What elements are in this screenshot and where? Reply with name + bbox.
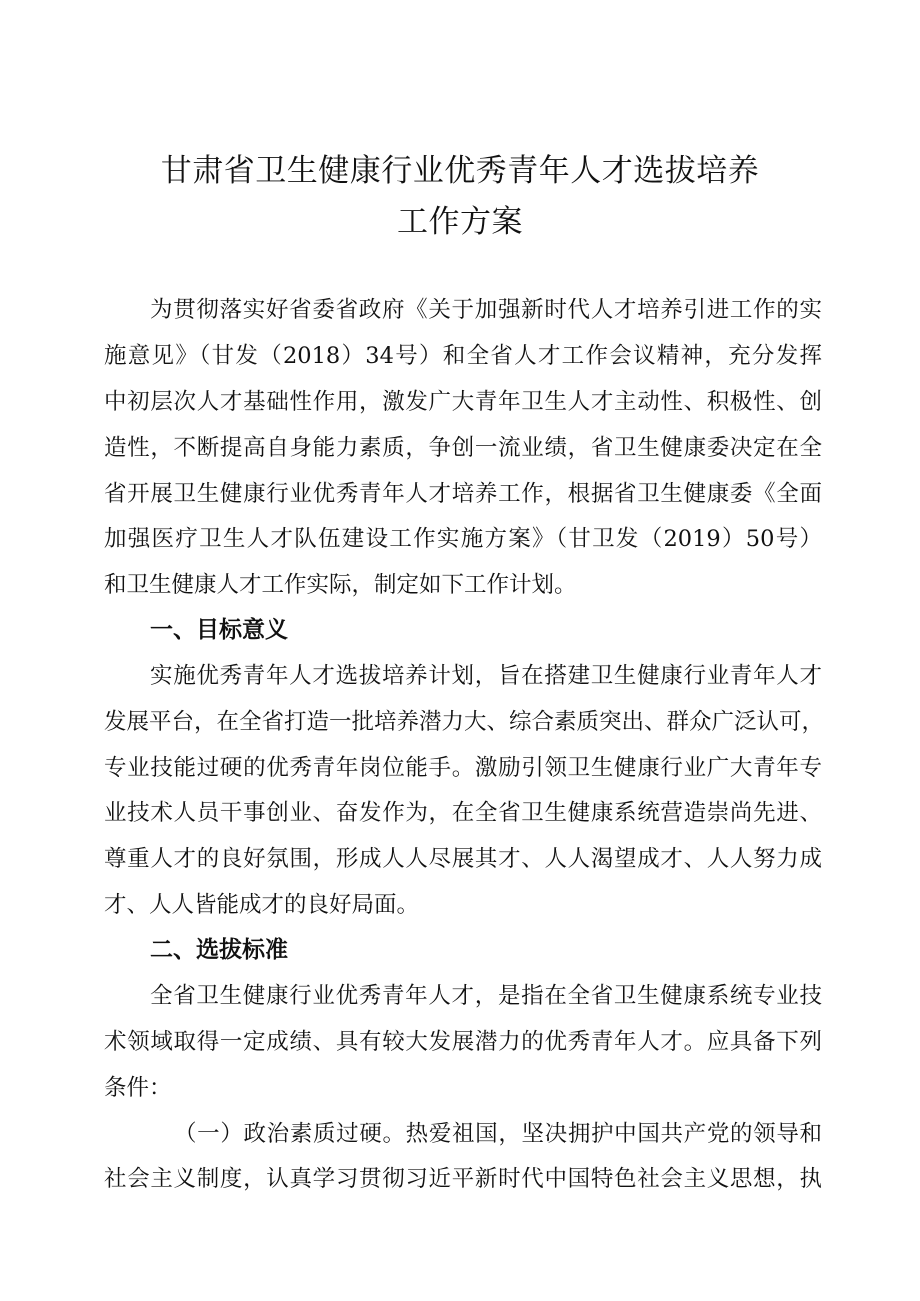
intro-line-3: 中初层次人才基础性作用，激发广大青年卫生人才主动性、积极性、创 bbox=[104, 389, 822, 415]
intro-line-4: 造性，不断提高自身能力素质，争创一流业绩，省卫生健康委决定在全 bbox=[104, 435, 822, 461]
section-1-line-1: 实施优秀青年人才选拔培养计划，旨在搭建卫生健康行业青年人才 bbox=[150, 663, 822, 689]
intro-line-5: 省开展卫生健康行业优秀青年人才培养工作，根据省卫生健康委《全面 bbox=[104, 481, 822, 507]
section-1-heading: 一、目标意义 bbox=[150, 617, 288, 643]
intro-line-1: 为贯彻落实好省委省政府《关于加强新时代人才培养引进工作的实 bbox=[150, 297, 822, 323]
section-2-line-3: 条件： bbox=[104, 1075, 172, 1101]
section-1-line-3: 专业技能过硬的优秀青年岗位能手。激励引领卫生健康行业广大青年专 bbox=[104, 755, 822, 781]
item-1-line-1: （一）政治素质过硬。热爱祖国，坚决拥护中国共产党的领导和 bbox=[174, 1121, 822, 1147]
intro-line-2: 施意见》（甘发（2018）34号）和全省人才工作会议精神，充分发挥 bbox=[104, 343, 822, 369]
section-1-line-2: 发展平台，在全省打造一批培养潜力大、综合素质突出、群众广泛认可， bbox=[104, 709, 825, 735]
section-2-heading: 二、选拔标准 bbox=[150, 937, 288, 963]
section-1-line-6: 才、人人皆能成才的良好局面。 bbox=[104, 892, 420, 918]
intro-line-6: 加强医疗卫生人才队伍建设工作实施方案》（甘卫发（2019）50号） bbox=[104, 526, 822, 552]
item-1-line-2: 社会主义制度，认真学习贯彻习近平新时代中国特色社会主义思想，执 bbox=[104, 1166, 822, 1192]
document-title-line-2: 工作方案 bbox=[397, 204, 523, 240]
section-2-line-1: 全省卫生健康行业优秀青年人才，是指在全省卫生健康系统专业技 bbox=[150, 983, 822, 1009]
section-1-line-5: 尊重人才的良好氛围，形成人人尽展其才、人人渴望成才、人人努力成 bbox=[104, 846, 822, 872]
intro-line-7: 和卫生健康人才工作实际，制定如下工作计划。 bbox=[104, 572, 577, 598]
section-2-line-2: 术领域取得一定成绩、具有较大发展潜力的优秀青年人才。应具备下列 bbox=[104, 1029, 822, 1055]
document-title-line-1: 甘肃省卫生健康行业优秀青年人才选拔培养 bbox=[160, 153, 760, 189]
section-1-line-4: 业技术人员干事创业、奋发作为，在全省卫生健康系统营造崇尚先进、 bbox=[104, 800, 822, 826]
